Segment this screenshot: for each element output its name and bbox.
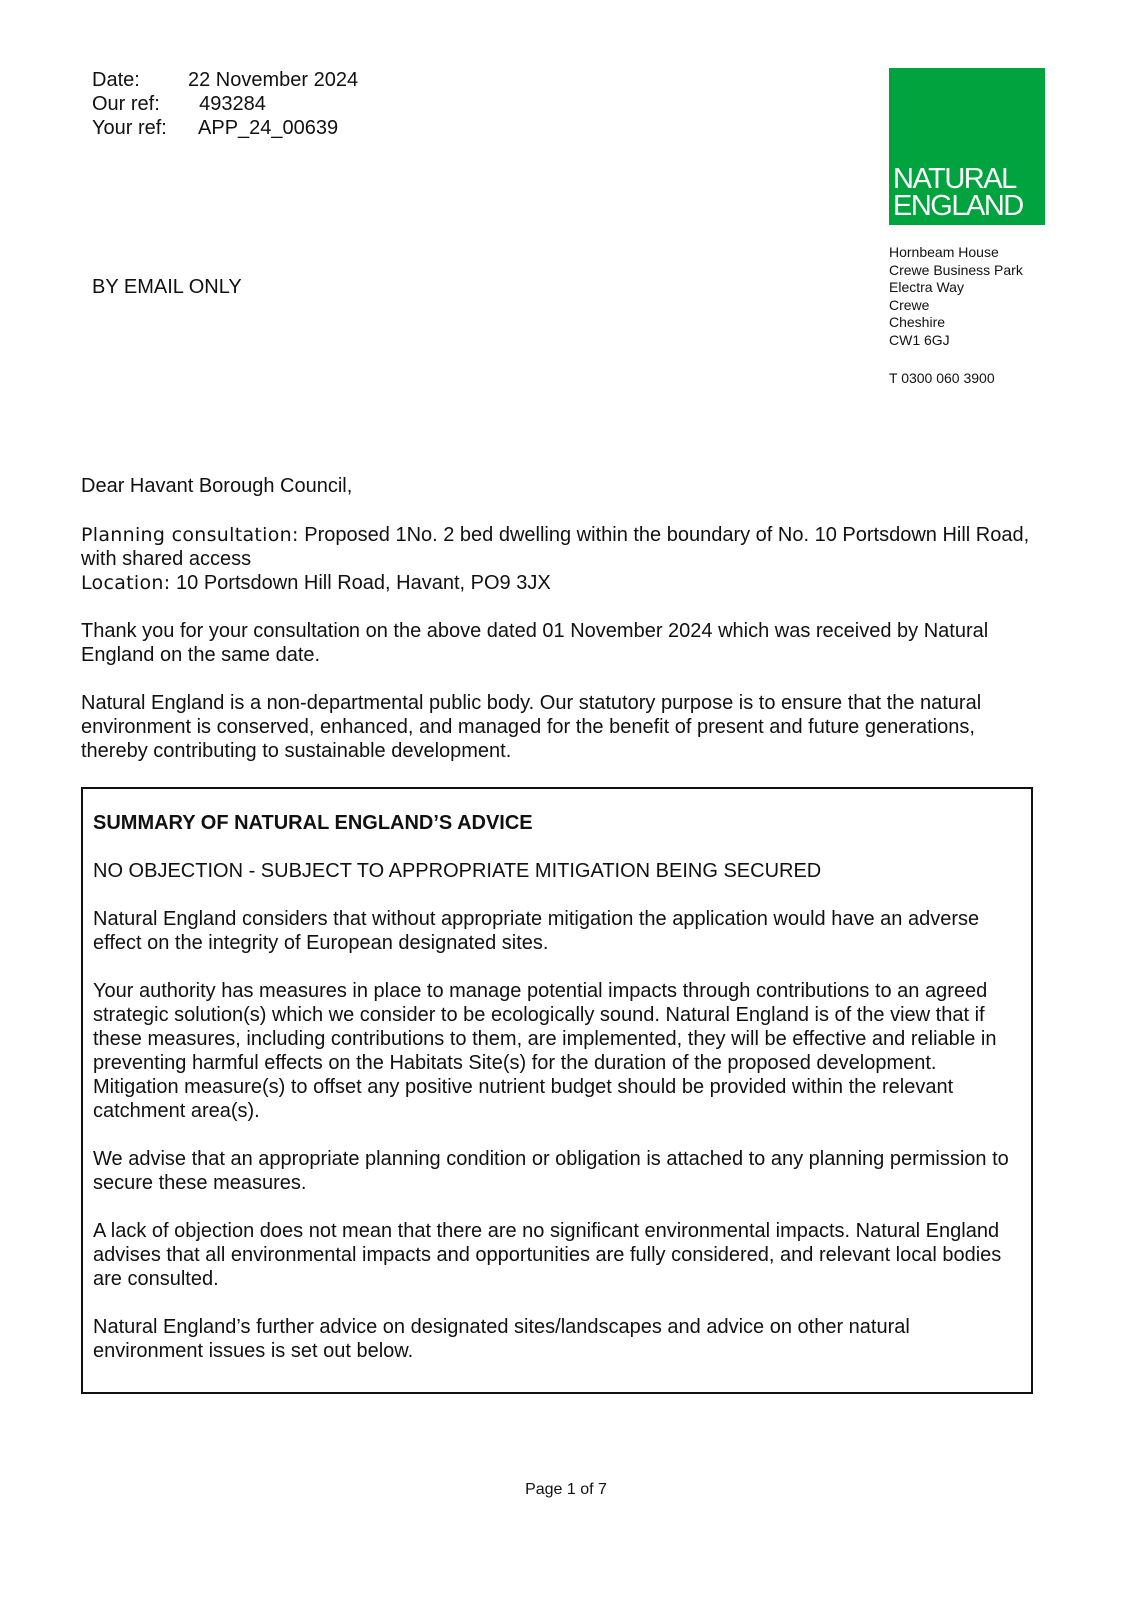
consultation-details [81, 523, 1041, 595]
advice-paragraph: A lack of objection does not mean that there are no significant environmental impacts. Natural England advises that all environmental impacts and opportunities are fully considered, and relevant local bodies are consulted. [93, 1220, 1002, 1290]
our-ref-label: Our ref: [92, 93, 160, 115]
date-value: 22 November 2024 [188, 69, 359, 91]
advice-paragraph: Natural England considers that without appropriate mitigation the application would have an adverse effect on the integrity of European designated sites. [93, 908, 980, 954]
date-row [92, 68, 358, 92]
address-line: Electra Way [889, 279, 964, 295]
logo-line-2: ENGLAND [893, 190, 1023, 222]
delivery-method: BY EMAIL ONLY [92, 276, 242, 298]
your-ref-label: Your ref: [92, 117, 167, 139]
advice-verdict: NO OBJECTION - SUBJECT TO APPROPRIATE MITIGATION BEING SECURED [93, 860, 822, 882]
your-ref-value: APP_24_00639 [188, 117, 339, 139]
your-ref-row [92, 116, 358, 140]
date-label: Date: [92, 69, 140, 91]
reference-block [92, 68, 358, 140]
consultation-label: Planning consultation: [81, 524, 299, 546]
advice-paragraph: We advise that an appropriate planning condition or obligation is attached to any planning permission to secure these measures. [93, 1148, 1009, 1194]
location-line [81, 571, 1041, 595]
page-number: Page 1 of 7 [525, 1481, 607, 1498]
logo-line-1: NATURAL [893, 163, 1016, 195]
advice-paragraph: Your authority has measures in place to manage potential impacts through contributions to an agreed strategic solution(s) which we consider to be ecologically sound. Natural England is of the view that if these measures, including contributions to them, are implemented, they will be effective and reliable in preventing harmful effects on the Habitats Site(s) for the duration of the proposed development. Mitigation measure(s) to offset any positive nutrient budget should be provided within the relevant catchment area(s). [93, 980, 997, 1122]
phone-number: T 0300 060 3900 [889, 370, 995, 386]
purpose-paragraph: Natural England is a non-departmental public body. Our statutory purpose is to ensure that the natural environment is conserved, enhanced, and managed for the benefit of present and future generations, thereby contributing to sustainable development. [81, 692, 982, 762]
advice-summary-box [81, 787, 1033, 1394]
intro-paragraph: Thank you for your consultation on the above dated 01 November 2024 which was received by Natural England on the same date. [81, 620, 989, 666]
address-line: Crewe [889, 296, 930, 313]
sender-address [889, 244, 1023, 349]
address-line: Crewe Business Park [889, 261, 1023, 278]
our-ref-value: 493284 [188, 93, 266, 115]
advice-paragraph: Natural England’s further advice on designated sites/landscapes and advice on other natural environment issues is set out below. [93, 1316, 910, 1362]
location-text: 10 Portsdown Hill Road, Havant, PO9 3JX [170, 572, 551, 594]
address-line: CW1 6GJ [889, 331, 950, 348]
consultation-line [81, 523, 1041, 571]
location-label: Location: [81, 572, 171, 594]
salutation: Dear Havant Borough Council, [81, 475, 353, 497]
consultation-text: Proposed 1No. 2 bed dwelling within the boundary of No. 10 Portsdown Hill Road, with shared access [81, 524, 1030, 570]
advice-title: SUMMARY OF NATURAL ENGLAND’S ADVICE [93, 812, 533, 834]
our-ref-row [92, 92, 358, 116]
address-line: Hornbeam House [889, 244, 999, 260]
logo-wordmark [893, 163, 1023, 222]
natural-england-logo [889, 68, 1045, 225]
address-line: Cheshire [889, 314, 946, 330]
